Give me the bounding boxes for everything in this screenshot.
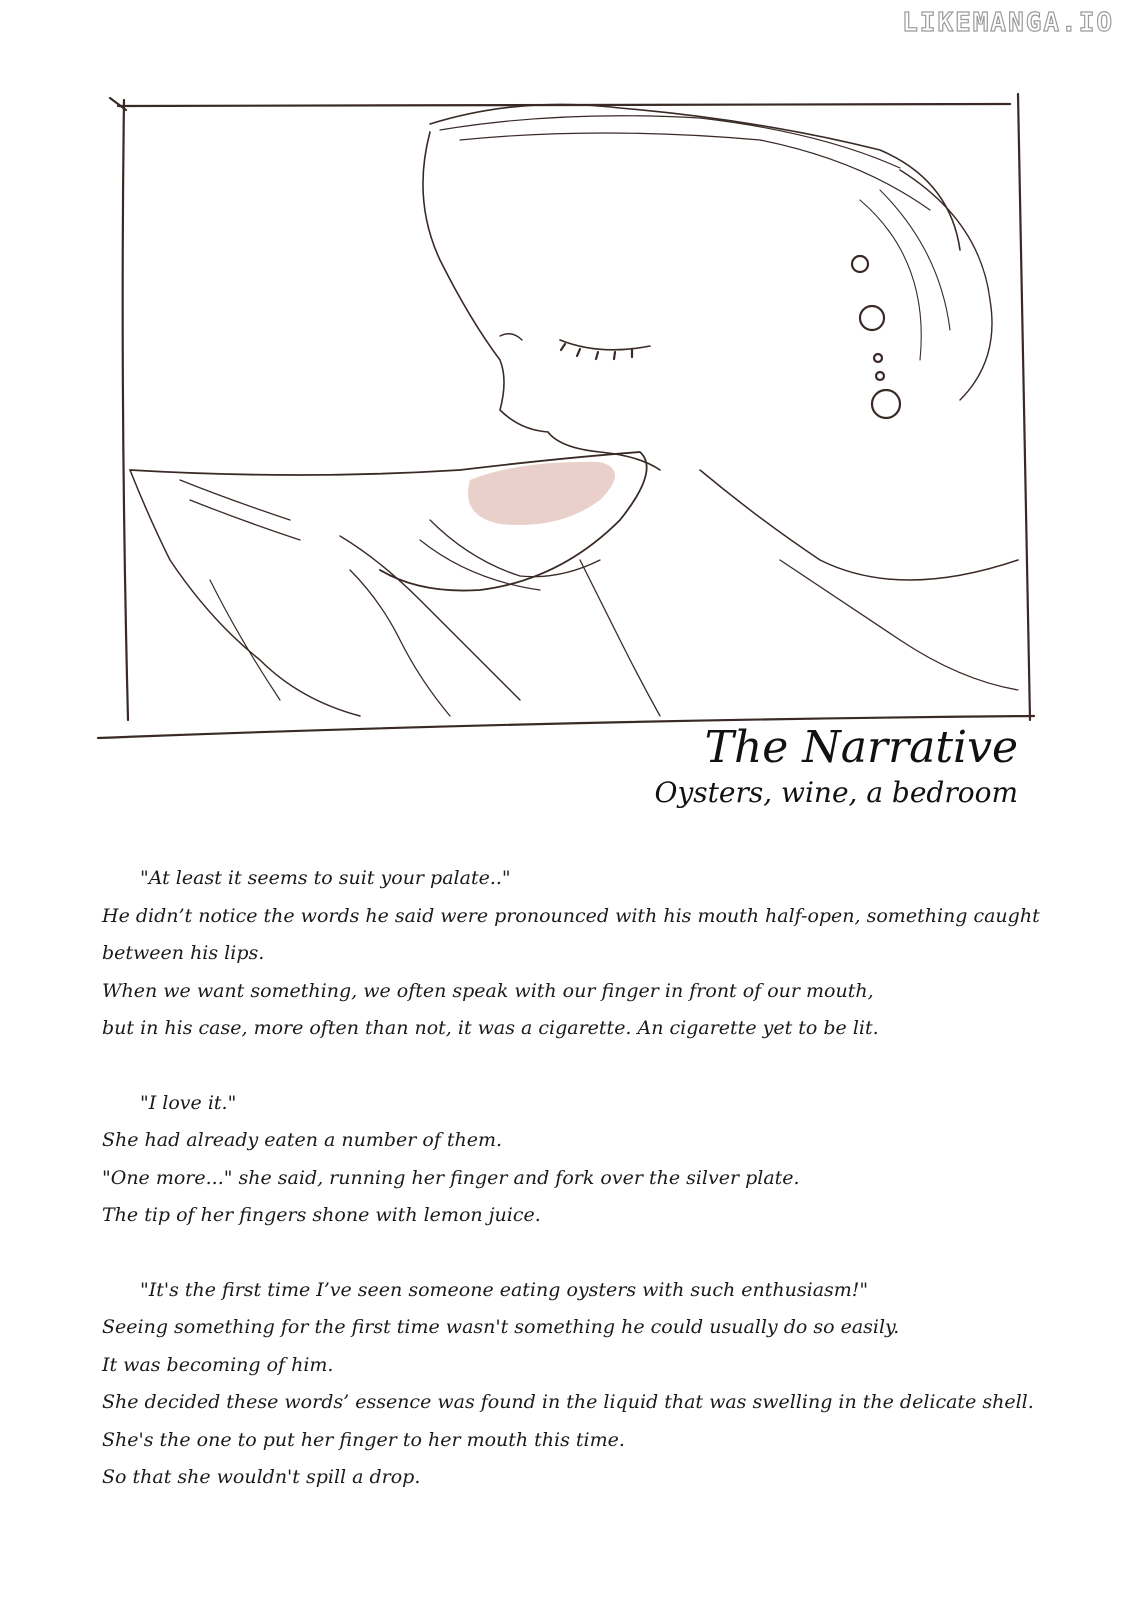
text-line: "One more..." she said, running her finger and fork over the silver plate. — [102, 1166, 800, 1189]
text-line: "I love it." — [140, 1091, 237, 1114]
watermark: LIKEMANGA.IO — [902, 8, 1114, 38]
text-line: "At least it seems to suit your palate.." — [140, 867, 511, 889]
text-line: He didn’t notice the words he said were pronounced with his mouth half-open, something caught — [102, 904, 1040, 927]
woman-eating-oyster-illustration — [0, 0, 1128, 760]
text-line: It was becoming of him. — [102, 1353, 334, 1376]
text-line: but in his case, more often than not, it was a cigarette. An cigarette yet to be lit. — [102, 1017, 879, 1039]
story-text — [102, 860, 1042, 1534]
text-line: She's the one to put her finger to her mouth this time. — [102, 1428, 625, 1451]
text-line: She had already eaten a number of them. — [102, 1129, 503, 1151]
text-line: Seeing something for the first time wasn't something he could usually do so easily. — [102, 1316, 900, 1338]
text-line: When we want something, we often speak with our finger in front of our mouth, — [102, 979, 874, 1002]
title-block — [654, 722, 1018, 812]
paragraph — [102, 1085, 1042, 1235]
text-line: She decided these words’ essence was found in the liquid that was swelling in the delicate shell. — [102, 1391, 1034, 1413]
page-title: The Narrative — [704, 722, 1018, 773]
text-line: The tip of her fingers shone with lemon juice. — [102, 1204, 541, 1226]
paragraph — [102, 860, 1042, 1048]
paragraph — [102, 1272, 1042, 1497]
text-line: "It's the first time I’ve seen someone eating oysters with such enthusiasm!" — [140, 1278, 869, 1301]
text-line: between his lips. — [102, 942, 265, 964]
page-subtitle: Oysters, wine, a bedroom — [654, 776, 1018, 809]
text-line: So that she wouldn't spill a drop. — [102, 1466, 421, 1488]
